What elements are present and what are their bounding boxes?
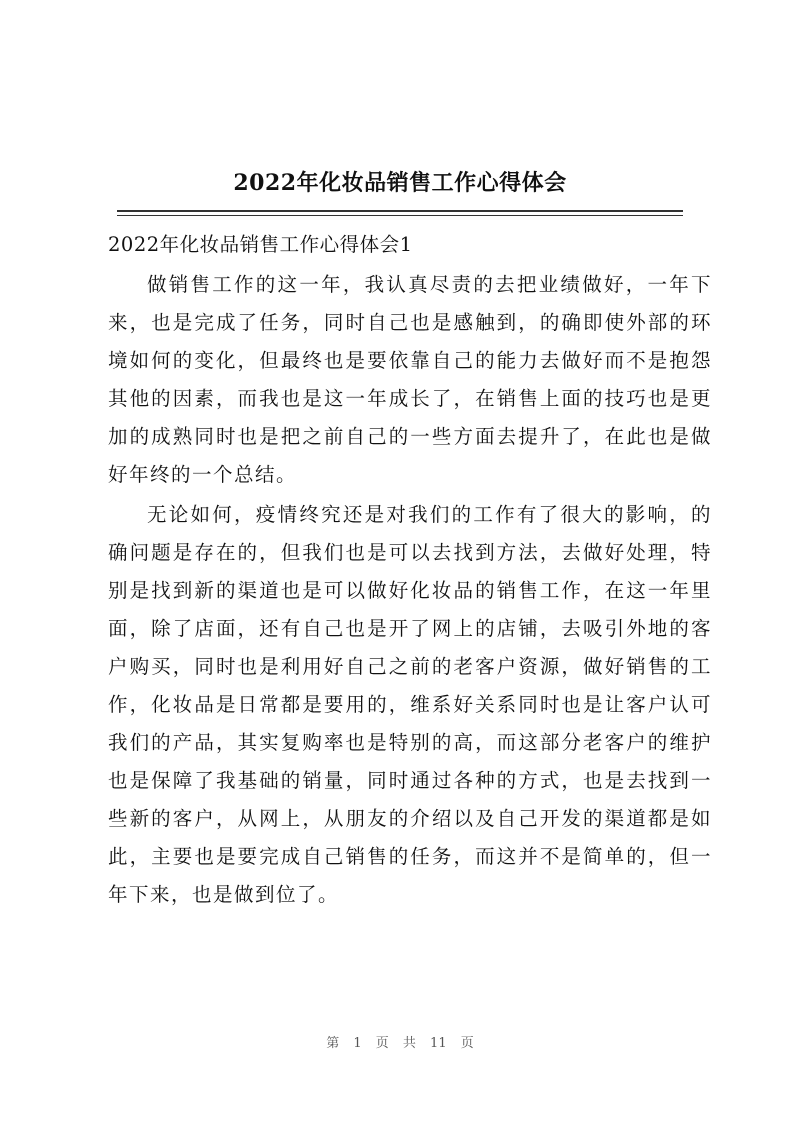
document-title: 2022年化妆品销售工作心得体会 <box>233 170 567 196</box>
page-footer: 第 1 页 共 11 页 <box>326 1036 474 1051</box>
title-divider-thick <box>117 210 683 212</box>
title-divider-thin <box>117 215 683 216</box>
section-heading: 2022年化妆品销售工作心得体会1 <box>108 233 413 256</box>
body-paragraph-1: 做销售工作的这一年，我认真尽责的去把业绩做好，一年下来，也是完成了任务，同时自己也是感触到，的确即使外部的环境如何的变化，但最终也是要依靠自己的能力去做好而不是抱怨其他的因素，而我也是这一年成长了，在销售上面的技巧也是更加的成熟同时也是把之前自己的一些方面去提升了，在此也是做好年终的一个总结。 <box>108 273 712 486</box>
document-body <box>108 226 712 916</box>
body-paragraph-2: 无论如何，疫情终究还是对我们的工作有了很大的影响，的确问题是存在的，但我们也是可以去找到方法，去做好处理，特别是找到新的渠道也是可以做好化妆品的销售工作，在这一年里面，除了店面，还有自己也是开了网上的店铺，去吸引外地的客户购买，同时也是利用好自己之前的老客户资源，做好销售的工作，化妆品是日常都是要用的，维系好关系同时也是让客户认可我们的产品，其实复购率也是特别的高，而这部分老客户的维护也是保障了我基础的销量，同时通过各种的方式，也是去找到一些新的客户，从网上，从朋友的介绍以及自己开发的渠道都是如此，主要也是要完成自己销售的任务，而这并不是简单的，但一年下来，也是做到位了。 <box>108 503 712 906</box>
